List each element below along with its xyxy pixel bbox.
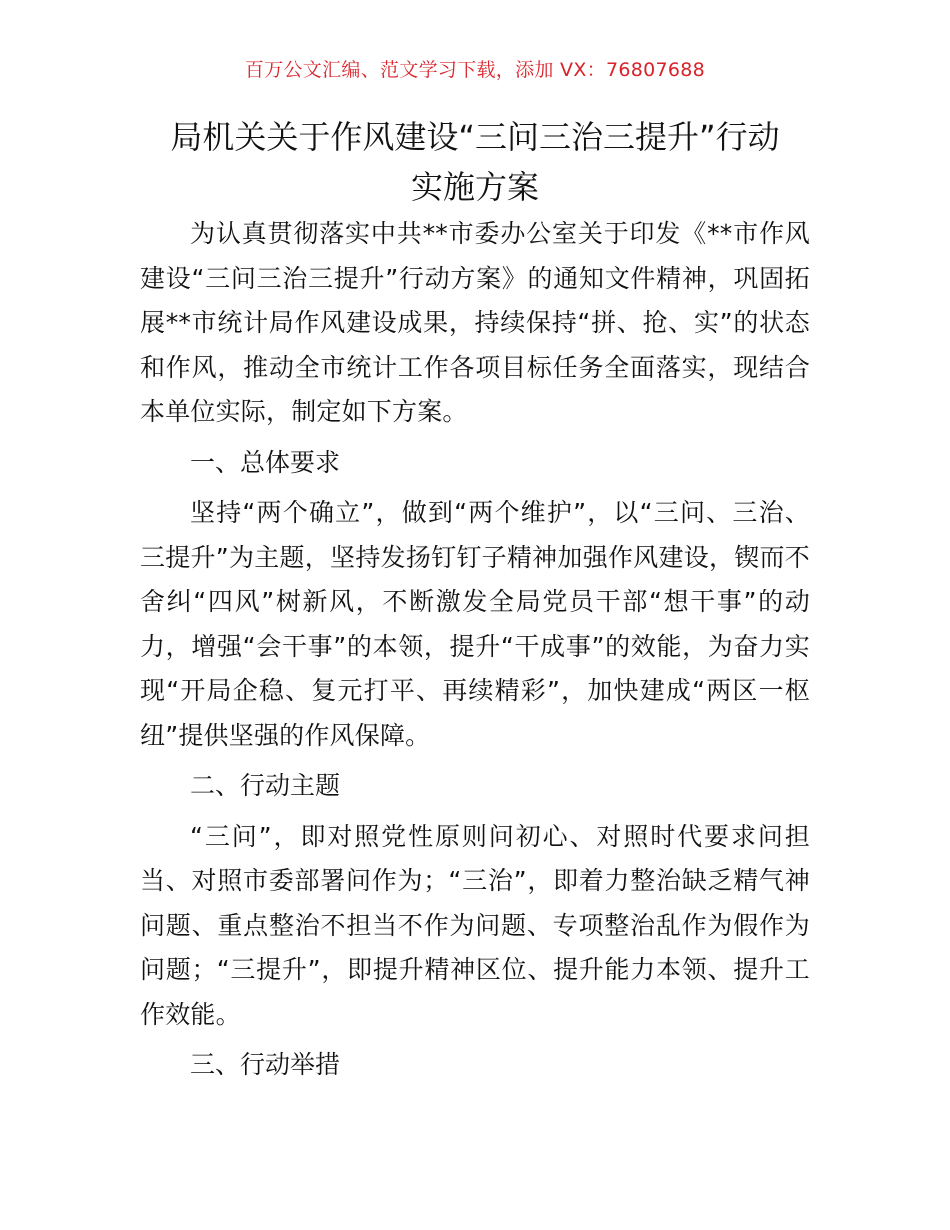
intro-paragraph: 为认真贯彻落实中共**市委办公室关于印发《**市作风建设“三问三治三提升”行动方案》的通知文件精神，巩固拓展**市统计局作风建设成果，持续保持“拼、抢、实”的状态和作风，推动全市统计工作各项目标任务全面落实，现结合本单位实际，制定如下方案。 bbox=[140, 219, 810, 426]
watermark-header bbox=[0, 56, 950, 84]
document-title bbox=[120, 112, 830, 212]
document-body bbox=[140, 212, 810, 1094]
section-paragraph-general-requirements: 坚持“两个确立”，做到“两个维护”，以“三问、三治、三提升”为主题，坚持发扬钉钉子精神加强作风建设，锲而不舍纠“四风”树新风，不断激发全局党员干部“想干事”的动力，增强“会干事”的本领，提升“干成事”的效能，为奋力实现“开局企稳、复元打平、再续精彩”，加快建成“两区一枢纽”提供坚强的作风保障。 bbox=[140, 498, 810, 750]
section-heading-action-theme: 二、行动主题 bbox=[190, 771, 341, 800]
title-line-2: 实施方案 bbox=[410, 168, 539, 206]
title-line-1: 局机关关于作风建设“三问三治三提升”行动 bbox=[170, 118, 780, 156]
section-paragraph-action-theme: “三问”，即对照党性原则问初心、对照时代要求问担当、对照市委部署问作为；“三治”，即着力整治缺乏精气神问题、重点整治不担当不作为问题、专项整治乱作为假作为问题；“三提升”，即提升精神区位、提升能力本领、提升工作效能。 bbox=[140, 821, 810, 1029]
section-heading-general-requirements: 一、总体要求 bbox=[190, 447, 341, 477]
section-heading-action-measures: 三、行动举措 bbox=[190, 1050, 341, 1079]
watermark-text: 百万公文汇编、范文学习下载，添加 VX：76807688 bbox=[244, 59, 706, 81]
